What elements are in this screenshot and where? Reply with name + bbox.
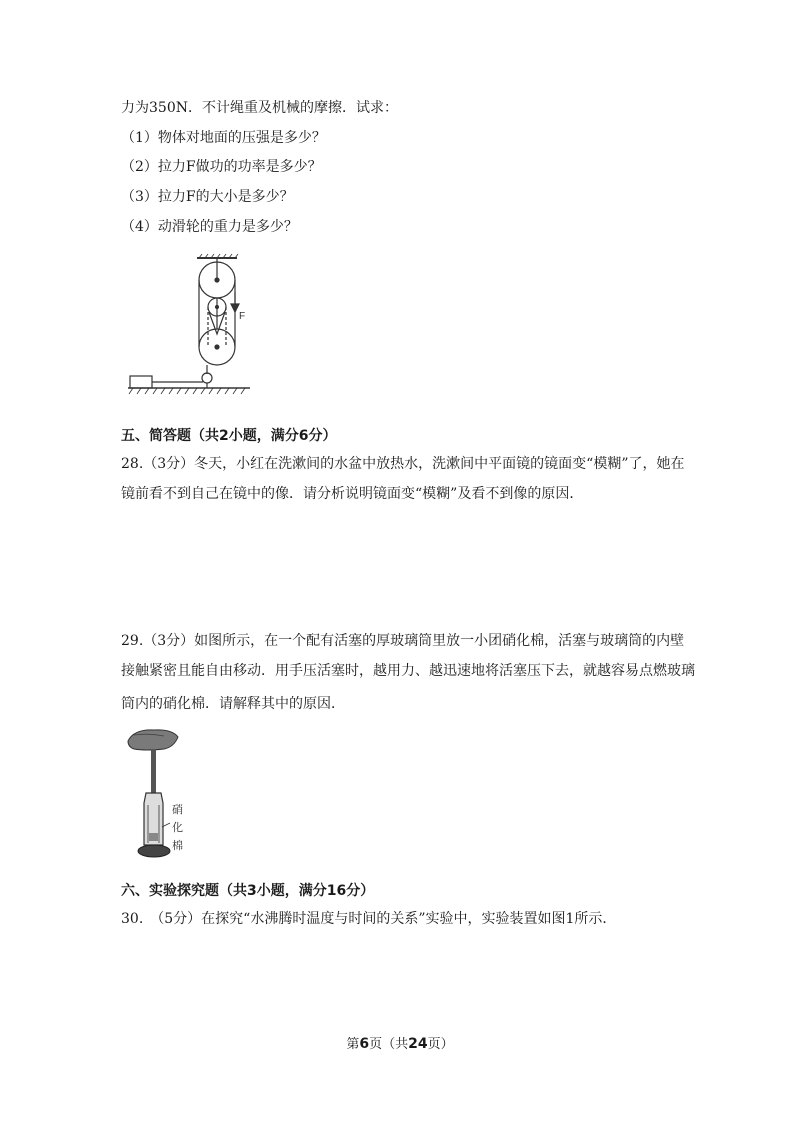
q27-sub-4: （4）动滑轮的重力是多少？ bbox=[121, 219, 298, 235]
label-char-2: 化 bbox=[172, 821, 183, 834]
piston-figure bbox=[124, 727, 204, 862]
q30-line-1: 30. （5分）在探究“水沸腾时温度与时间的关系”实验中，实验装置如图1所示． bbox=[121, 911, 617, 927]
page-footer bbox=[0, 1033, 800, 1052]
q29-line-3: 筒内的硝化棉．请解释其中的原因． bbox=[121, 696, 345, 712]
q29-line-1: 29.（3分）如图所示，在一个配有活塞的厚玻璃筒里放一小团硝化棉，活塞与玻璃筒的内壁 bbox=[121, 633, 685, 649]
pulley-figure bbox=[125, 252, 265, 402]
q27-sub-3: （3）拉力F的大小是多少？ bbox=[121, 189, 294, 205]
label-char-3: 棉 bbox=[172, 839, 183, 852]
force-label: F bbox=[239, 311, 246, 322]
footer-suffix: 页） bbox=[427, 1037, 454, 1052]
page-number: 6 bbox=[359, 1036, 370, 1052]
q29-line-2: 接触紧密且能自由移动．用手压活塞时，越用力、越迅速地将活塞压下去，就越容易点燃玻璃 bbox=[121, 663, 695, 679]
section-6-heading: 六、实验探究题（共3小题，满分16分） bbox=[121, 883, 375, 899]
q27-sub-2: （2）拉力F做功的功率是多少？ bbox=[121, 159, 322, 175]
total-pages: 24 bbox=[408, 1036, 428, 1052]
section-5-heading: 五、简答题（共2小题，满分6分） bbox=[121, 428, 337, 444]
label-char-1: 硝 bbox=[172, 803, 183, 816]
footer-prefix: 第 bbox=[346, 1037, 360, 1052]
footer-mid: 页（共 bbox=[369, 1037, 409, 1052]
q28-line-1: 28.（3分）冬天，小红在洗漱间的水盆中放热水，洗漱间中平面镜的镜面变“模糊”了，她在 bbox=[121, 456, 685, 472]
q27-intro: 力为350N．不计绳重及机械的摩擦．试求： bbox=[121, 100, 398, 116]
q28-line-2: 镜前看不到自己在镜中的像．请分析说明镜面变“模糊”及看不到像的原因． bbox=[121, 486, 584, 502]
q27-sub-1: （1）物体对地面的压强是多少？ bbox=[121, 130, 326, 146]
